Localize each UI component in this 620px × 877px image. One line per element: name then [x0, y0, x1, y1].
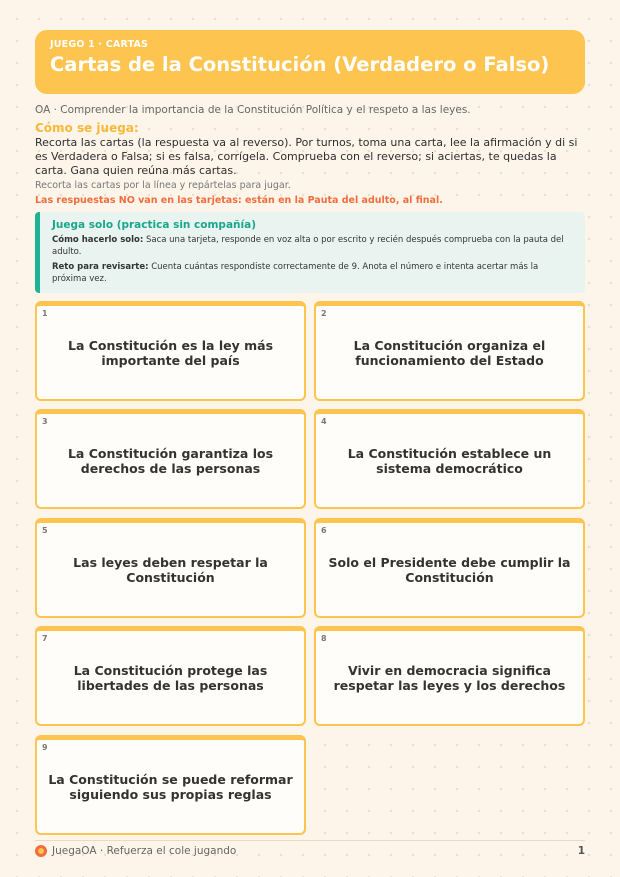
how-to-heading: Cómo se juega:: [35, 121, 139, 135]
card-statement: La Constitución protege las libertades de las personas: [73, 662, 268, 693]
solo-heading: Juega solo (practica sin compañía): [52, 219, 256, 231]
footer-brand: JuegaOA · Refuerza el cole jugando: [52, 845, 237, 857]
card-number: 4: [321, 417, 327, 426]
logo-icon: [35, 845, 47, 857]
solo-challenge-text: Cuenta cuántas respondiste correctamente de 9. Anota el número e intenta acertar más la próxima vez.: [52, 262, 539, 284]
title-banner: [35, 30, 585, 94]
card-4: [314, 409, 585, 509]
card-number: 2: [321, 309, 327, 318]
card-6: [314, 518, 585, 618]
card-number: 5: [42, 526, 48, 535]
card-number: 6: [321, 526, 327, 535]
card-statement: La Constitución garantiza los derechos de las personas: [67, 445, 274, 476]
card-statement: La Constitución establece un sistema democrático: [347, 445, 552, 476]
card-number: 8: [321, 634, 327, 643]
card-7: [35, 626, 306, 726]
game-kicker: JUEGO 1 · CARTAS: [50, 39, 149, 50]
card-number: 3: [42, 417, 48, 426]
how-to-text: Recorta las cartas (la respuesta va al reverso). Por turnos, toma una carta, lee la afirmación y di si es Verdadera o Falsa; si es falsa, corrígela. Comprueba con el reverso; si aciertas, te quedas la carta. Gana quien reúna más cartas.: [35, 136, 578, 177]
card-statement: Las leyes deben respetar la Constitución: [73, 554, 268, 585]
cut-note: Recorta las cartas por la línea y repártelas para jugar.: [35, 180, 291, 191]
footer-divider: [35, 840, 585, 841]
card-statement: Solo el Presidente debe cumplir la Constitución: [328, 554, 571, 585]
page-number: 1: [577, 845, 585, 857]
solo-play-box: [35, 212, 585, 293]
solo-challenge-label: Reto para revisarte:: [52, 262, 149, 272]
page-title: Cartas de la Constitución (Verdadero o Falso): [50, 53, 550, 76]
card-statement: La Constitución organiza el funcionamiento del Estado: [353, 337, 546, 368]
card-8: [314, 626, 585, 726]
learning-objective: OA · Comprender la importancia de la Constitución Política y el respeto a las leyes.: [35, 104, 471, 116]
card-statement: La Constitución se puede reformar siguiendo sus propias reglas: [48, 771, 293, 802]
solo-how: [52, 234, 571, 258]
footer: [35, 843, 585, 859]
card-statement: La Constitución es la ley más importante del país: [67, 337, 274, 368]
card-9: [35, 735, 306, 835]
card-number: 1: [42, 309, 48, 318]
card-statement: Vivir en democracia significa respetar las leyes y los derechos: [333, 662, 566, 693]
solo-how-text: Saca una tarjeta, responde en voz alta o por escrito y recién después comprueba con la pauta del adulto.: [52, 235, 564, 257]
card-1: [35, 301, 306, 401]
card-3: [35, 409, 306, 509]
answers-note: Las respuestas NO van en las tarjetas: están en la Pauta del adulto, al final.: [35, 195, 443, 206]
card-number: 7: [42, 634, 48, 643]
card-2: [314, 301, 585, 401]
card-5: [35, 518, 306, 618]
card-number: 9: [42, 743, 48, 752]
solo-challenge: [52, 261, 571, 285]
solo-how-label: Cómo hacerlo solo:: [52, 235, 144, 245]
